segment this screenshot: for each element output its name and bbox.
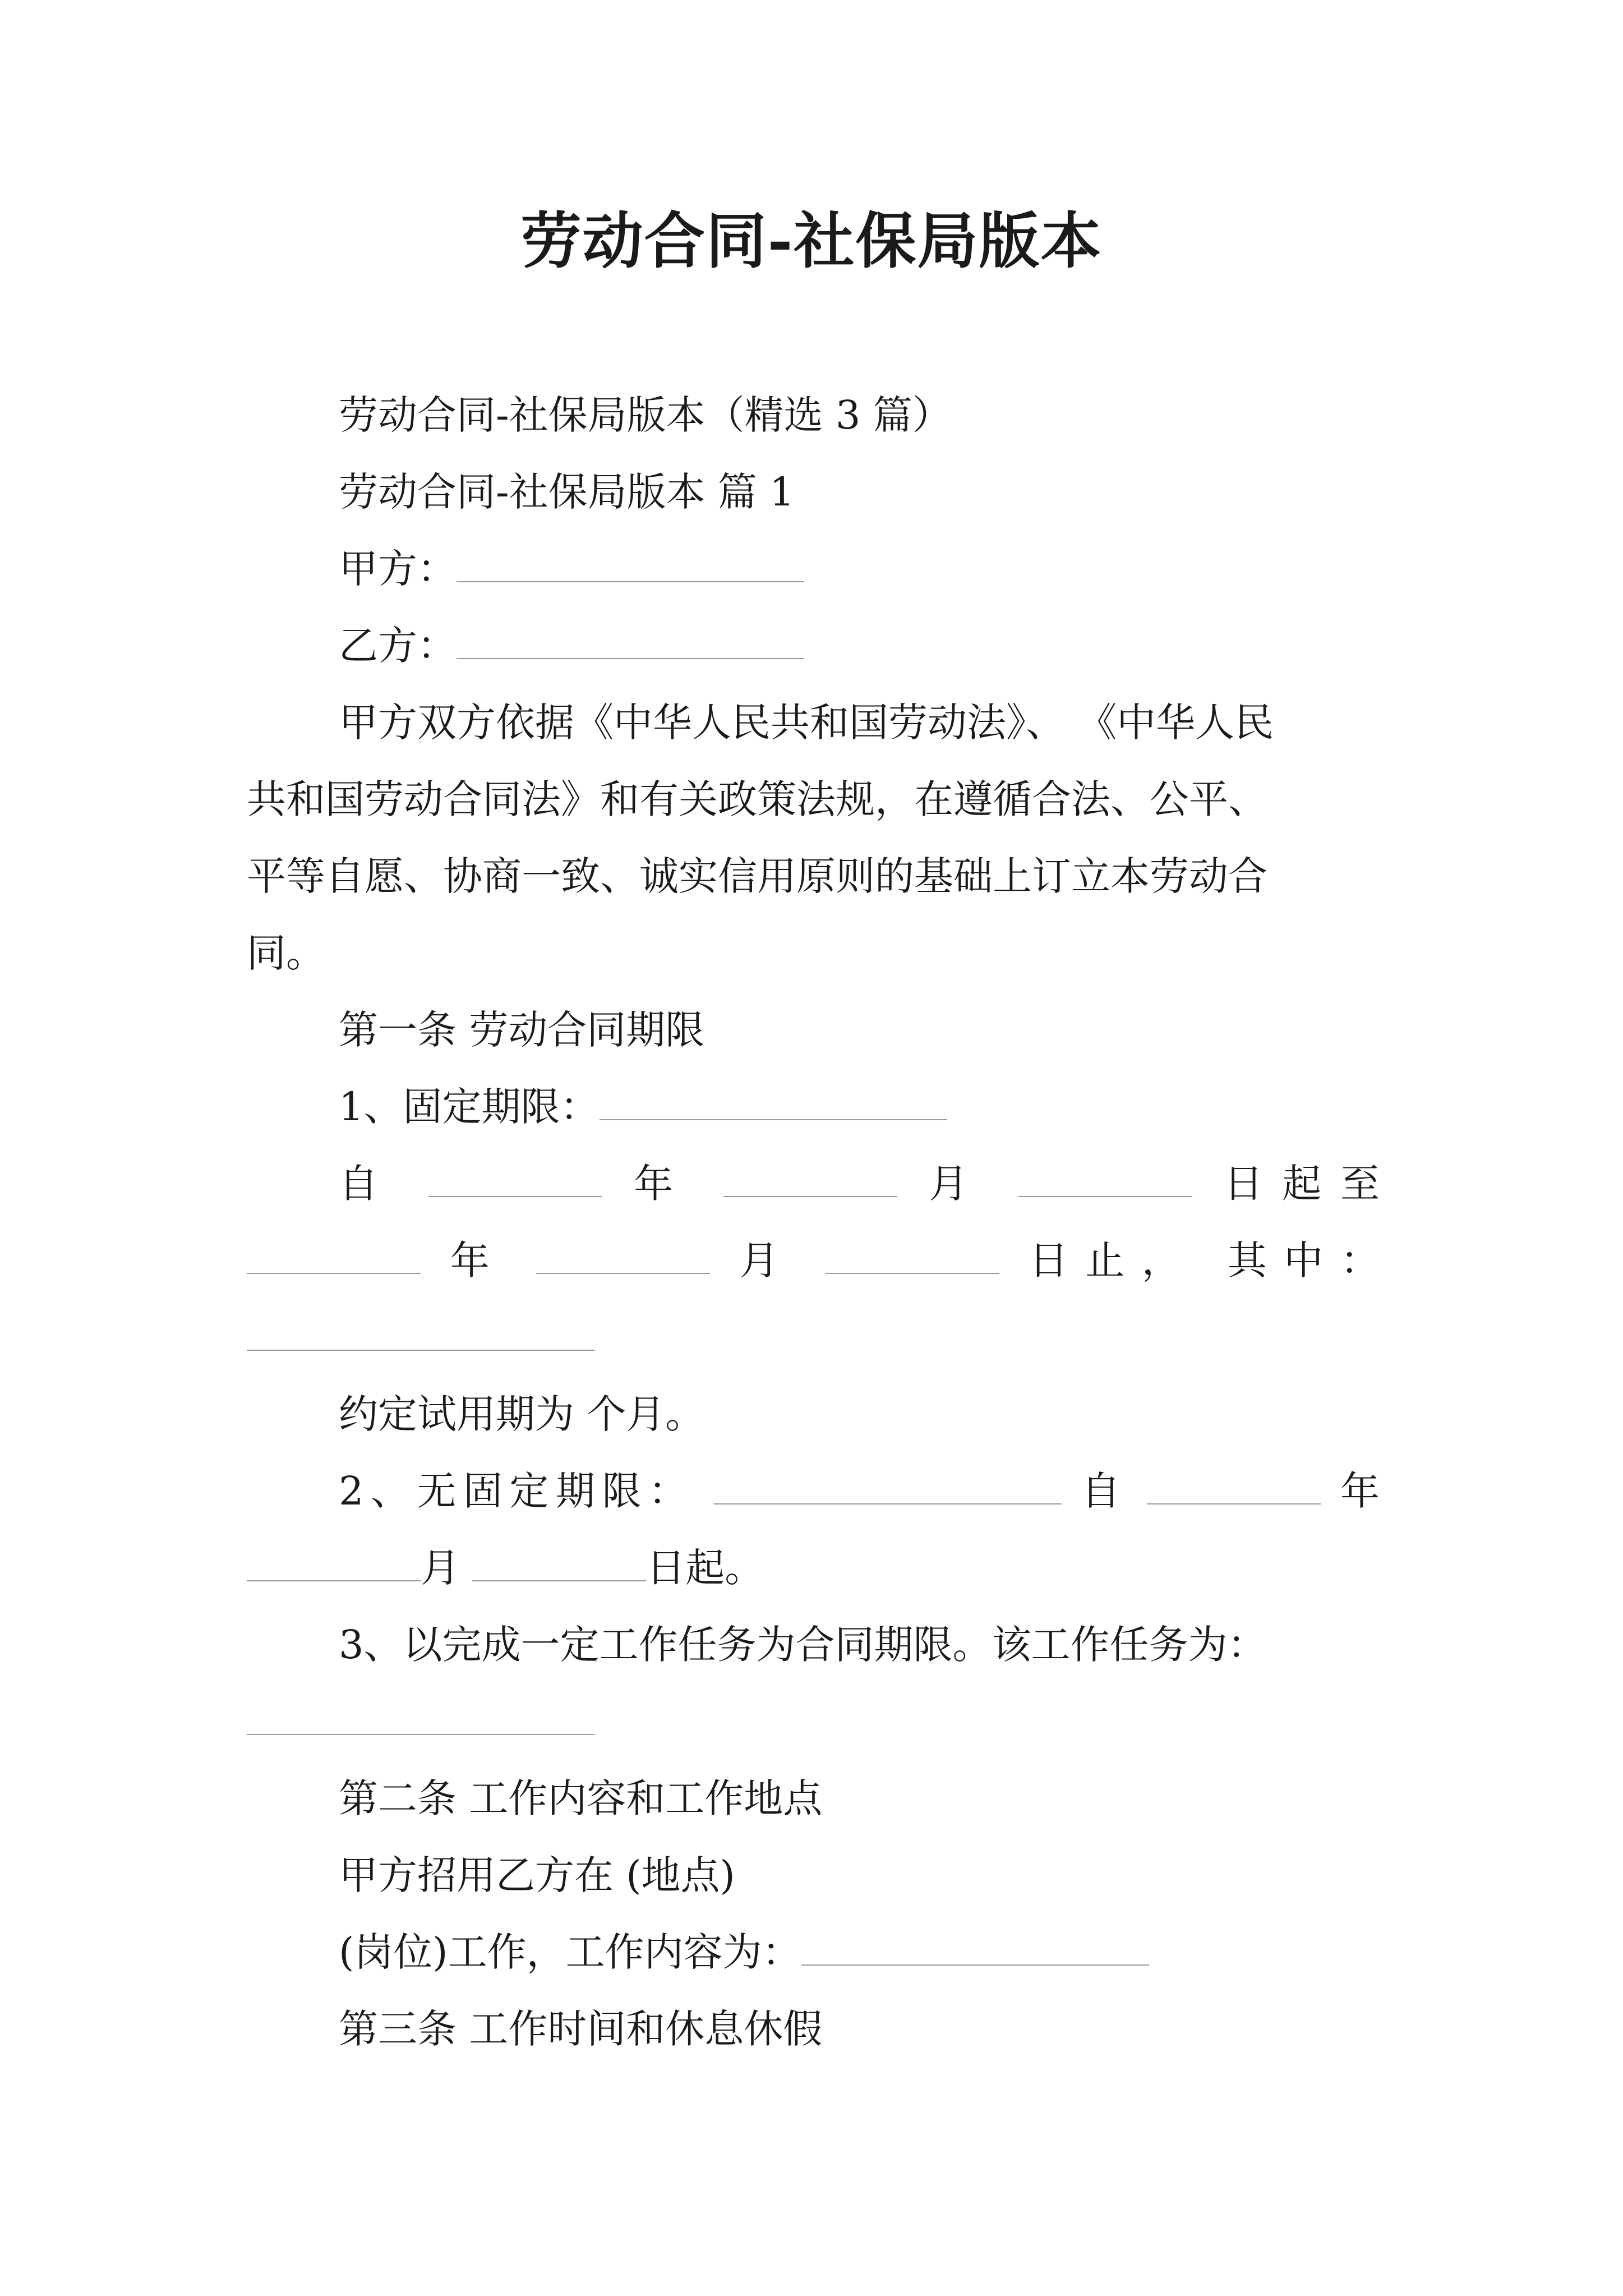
among-blank[interactable] — [247, 1315, 594, 1351]
open-term-date-line — [247, 1530, 1380, 1607]
article2-title: 第二条 工作内容和工作地点 — [339, 1775, 823, 1821]
employ-location-line: 甲方招用乙方在 (地点) — [339, 1852, 735, 1898]
task-blank[interactable] — [247, 1699, 594, 1735]
position-content-label: (岗位)工作，工作内容为： — [339, 1929, 801, 1975]
fixed-term-label: 1、固定期限： — [339, 1084, 600, 1130]
open-term-label: 2、无固定期限： — [339, 1468, 695, 1514]
start-month-blank[interactable] — [723, 1161, 897, 1197]
among-blank-line — [247, 1299, 1380, 1376]
among-label: 其中： — [1227, 1237, 1380, 1283]
start-day-blank[interactable] — [1018, 1161, 1192, 1197]
open-month-label: 月 — [421, 1545, 460, 1591]
end-day-blank[interactable] — [826, 1238, 999, 1274]
intro-line-2: 共和国劳动合同法》和有关政策法规，在遵循合法、公平、 — [247, 776, 1267, 822]
month-label-2: 月 — [739, 1237, 796, 1283]
open-year-blank[interactable] — [1147, 1469, 1321, 1504]
fixed-term-line — [247, 1069, 1380, 1145]
document-body — [247, 377, 1380, 2068]
position-content-blank[interactable] — [801, 1930, 1149, 1966]
probation-line: 约定试用期为 个月。 — [339, 1391, 705, 1437]
open-month-blank[interactable] — [247, 1545, 421, 1581]
end-year-blank[interactable] — [247, 1238, 421, 1274]
party-a-label: 甲方： — [339, 546, 457, 592]
article1-title: 第一条 劳动合同期限 — [339, 1007, 705, 1053]
end-month-blank[interactable] — [536, 1238, 710, 1274]
month-label: 月 — [929, 1161, 988, 1207]
start-year-blank[interactable] — [428, 1161, 602, 1197]
open-term-line — [247, 1453, 1380, 1530]
day-until-label: 日止， — [1029, 1237, 1198, 1283]
selected-line: 劳动合同-社保局版本（精选 3 篇） — [339, 392, 952, 438]
party-a-blank[interactable] — [457, 546, 804, 582]
party-b-line — [247, 608, 1380, 684]
open-term-blank[interactable] — [714, 1469, 1062, 1504]
intro-line-3: 平等自愿、协商一致、诚实信用原则的基础上订立本劳动合 — [247, 853, 1267, 899]
task-term-line: 3、以完成一定工作任务为合同期限。该工作任务为： — [339, 1622, 1267, 1668]
day-from-to-label: 日起至 — [1224, 1161, 1380, 1207]
open-day-blank[interactable] — [472, 1545, 646, 1581]
year-label-2: 年 — [450, 1237, 507, 1283]
fixed-term-blank[interactable] — [600, 1084, 947, 1120]
fixed-term-until-line — [247, 1222, 1380, 1299]
year-label: 年 — [634, 1161, 692, 1207]
article3-title: 第三条 工作时间和休息休假 — [339, 2006, 823, 2052]
task-blank-line — [247, 1683, 1380, 1760]
from-label: 自 — [339, 1161, 397, 1207]
part1-line: 劳动合同-社保局版本 篇 1 — [339, 469, 795, 515]
party-b-blank[interactable] — [457, 623, 804, 659]
party-a-line — [247, 531, 1380, 608]
position-content-line — [247, 1914, 1380, 1991]
intro-line-1: 甲方双方依据《中华人民共和国劳动法》、 《中华人民 — [339, 700, 1274, 746]
document-title: 劳动合同-社保局版本 — [520, 206, 1103, 277]
fixed-term-from-line — [247, 1145, 1380, 1222]
open-year-label: 年 — [1340, 1468, 1380, 1514]
party-b-label: 乙方： — [339, 623, 457, 669]
open-from-label: 自 — [1081, 1468, 1128, 1514]
intro-line-4: 同。 — [247, 930, 325, 976]
open-day-start-label: 日起。 — [646, 1545, 764, 1591]
